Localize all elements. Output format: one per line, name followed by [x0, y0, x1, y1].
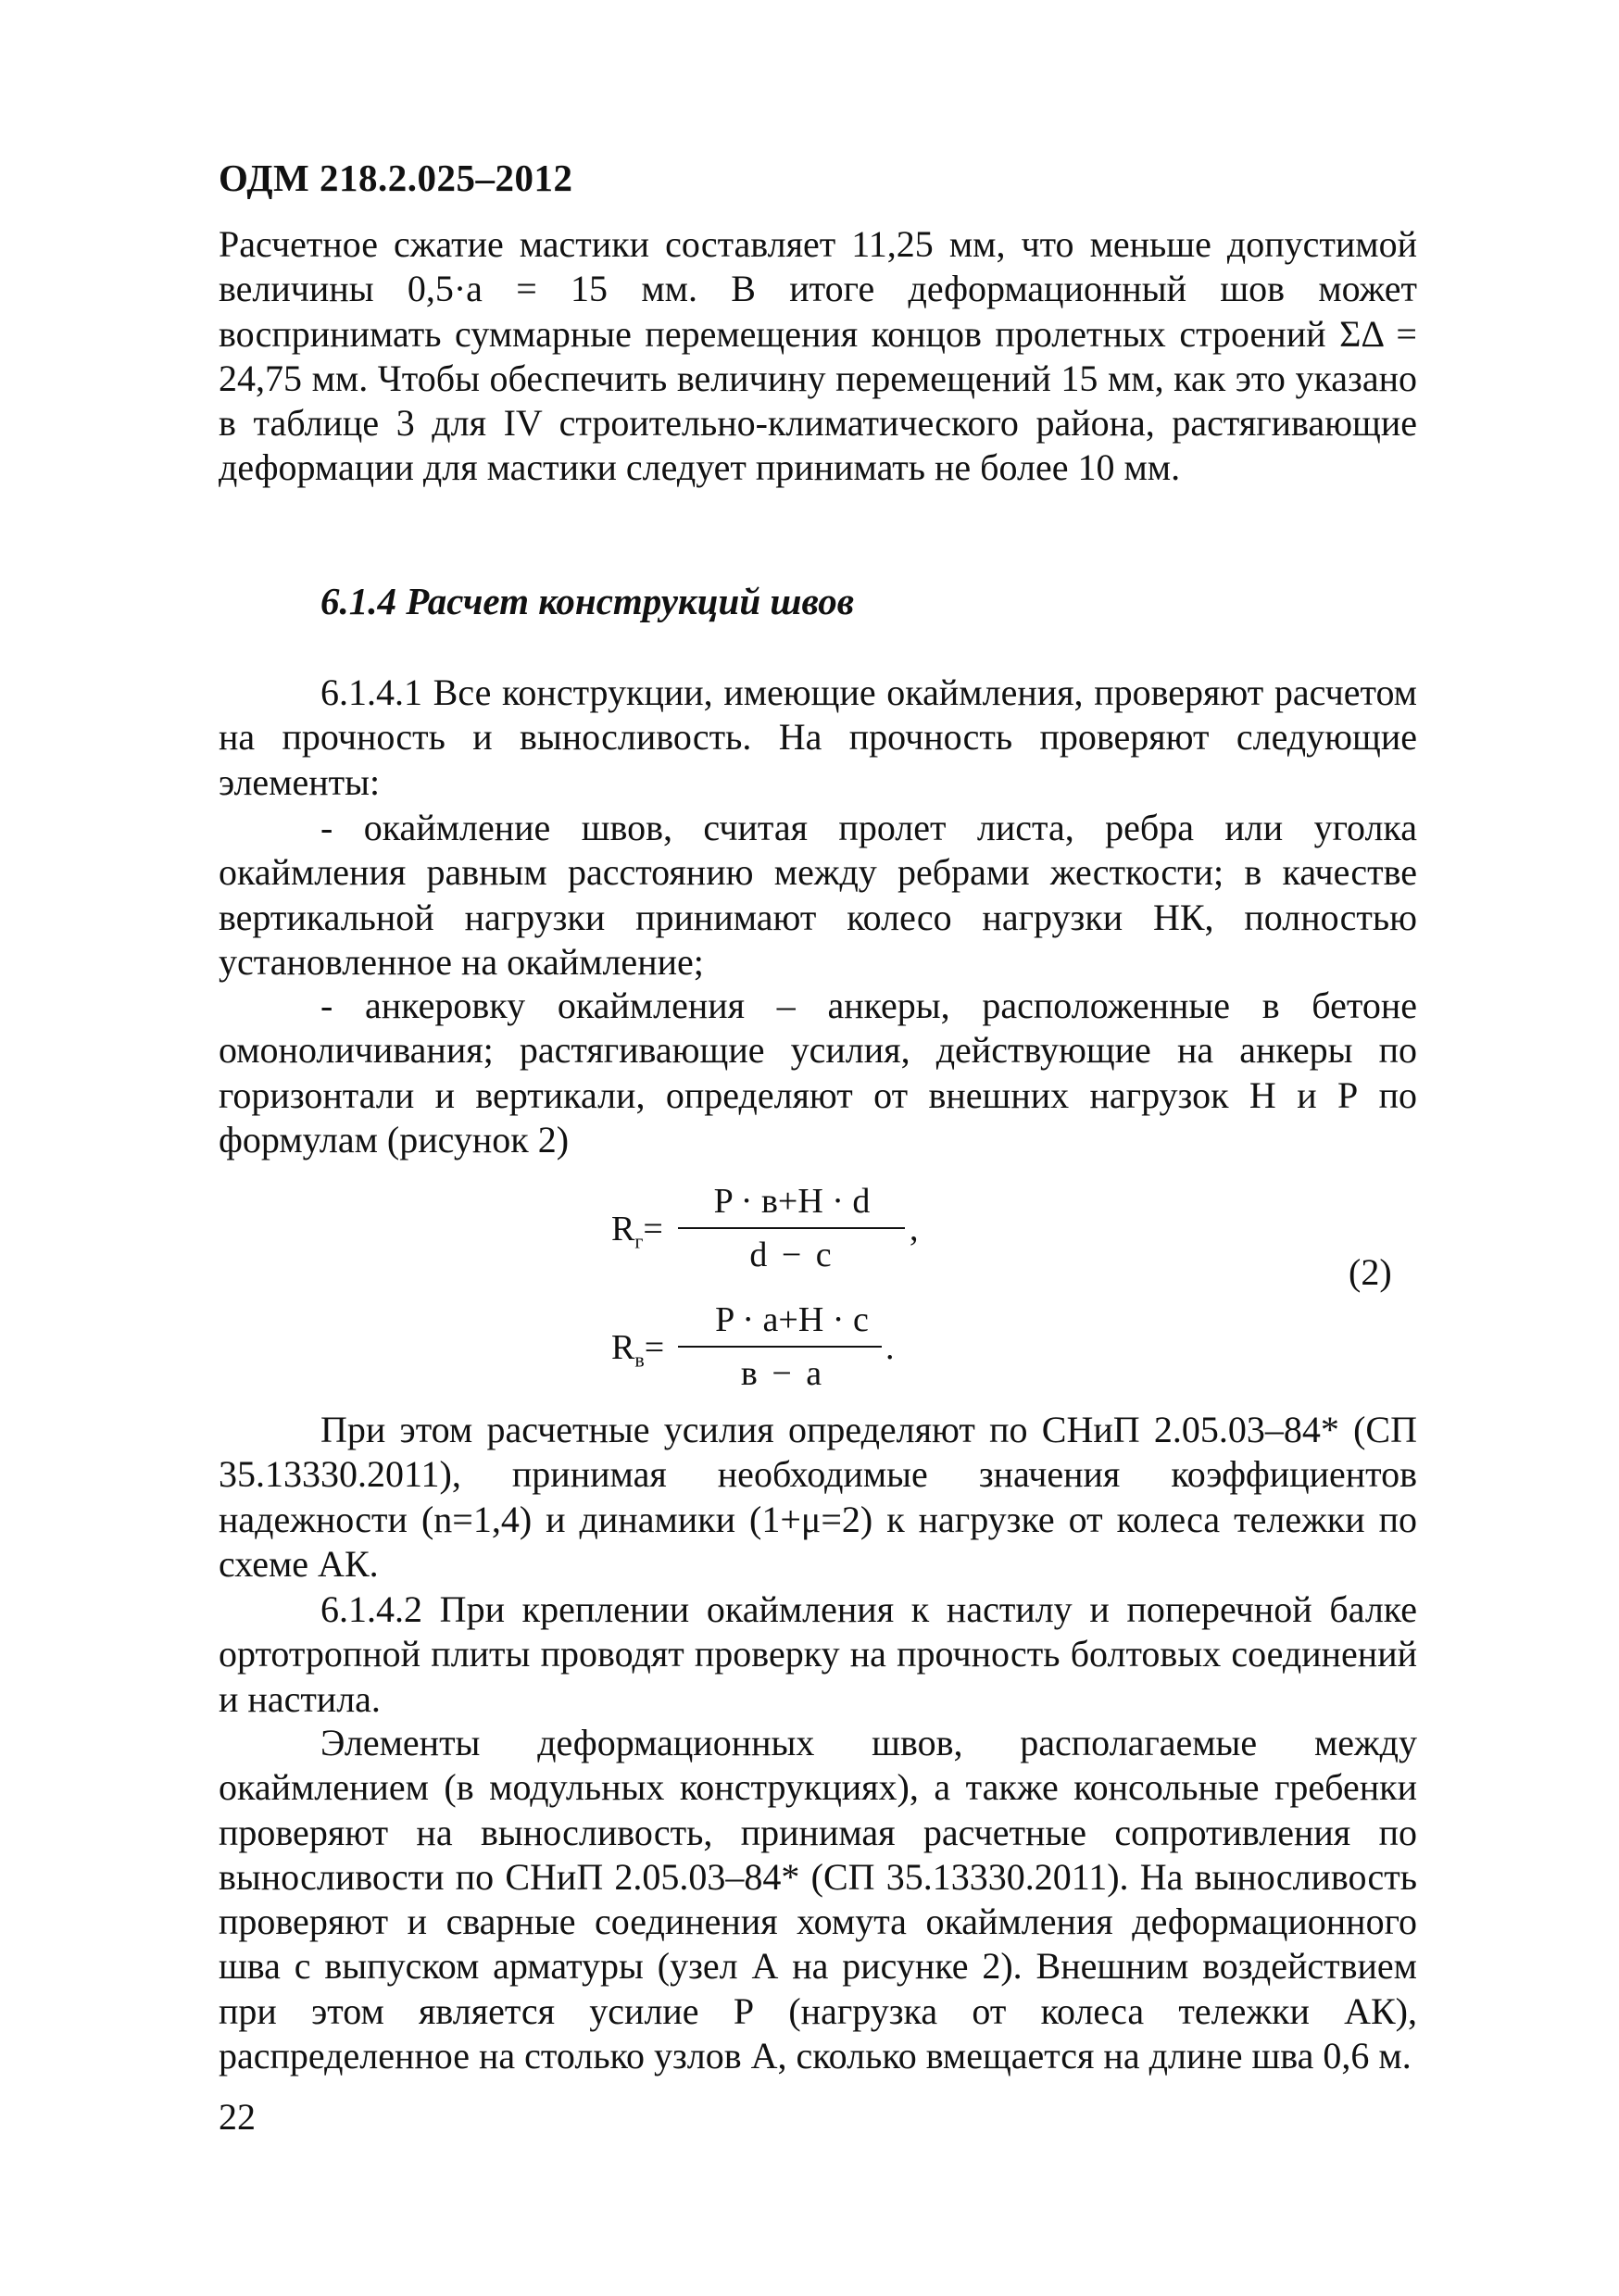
formula-rv-fraction-bar — [678, 1346, 882, 1348]
paragraph-6-1-4-1: 6.1.4.1 Все конструкции, имеющие окаймления, проверяют расчетом на прочность и выносливость. На прочность проверяют следующие элементы: — [219, 671, 1417, 803]
paragraph-6-1-4-2: 6.1.4.2 При креплении окаймления к настилу и поперечной балке ортотропной плиты проводят проверку на прочность болтовых соединений и настила. — [219, 1588, 1417, 1720]
formula-rv-numerator: P · a+H · c — [715, 1300, 869, 1339]
formula-rv-equals: = — [644, 1328, 665, 1367]
list-item-edging: - окаймление швов, считая пролет листа, ребра или уголка окаймления равным расстоянию между ребрами жесткости; в качестве вертикальной нагрузки принимают колесо нагрузки НК, полностью установленное на окаймление; — [219, 807, 1417, 983]
section-title: 6.1.4 Расчет конструкций швов — [320, 580, 855, 622]
formula-rv — [611, 1299, 1000, 1401]
formula-block — [611, 1181, 1130, 1394]
formula-rg-numerator: P · в+H · d — [713, 1182, 871, 1221]
paragraph-fatigue-check: Элементы деформационных швов, располагаемые между окаймлением (в модульных конструкциях), а также консольные гребенки проверяют на выносливость, принимая расчетные сопротивления по выносливости по СНиП 2.05.03–84* (СП 35.13330.2011). На выносливость проверяют и сварные соединения хомута окаймления деформационного шва с выпуском арматуры (узел А на рисунке 2). Внешним воздействием при этом является усилие Р (нагрузка от колеса тележки АК), распределенное на столько узлов А, сколько вмещается на длине шва 0,6 м. — [219, 1722, 1417, 2077]
formula-rv-period: . — [885, 1328, 895, 1367]
formula-rg-lhs — [611, 1209, 663, 1254]
formula-rg-subscript: г — [634, 1229, 644, 1253]
formula-rv-lhs — [611, 1327, 664, 1373]
paragraph-mastic-compression: Расчетное сжатие мастики составляет 11,25 мм, что меньше допустимой величины 0,5·а = 15 мм. В итоге деформационный шов может воспринимать суммарные перемещения концов пролетных строений ΣΔ = 24,75 мм. Чтобы обеспечить величину перемещений 15 мм, как это указано в таблице 3 для IV строительно-климатического района, растягивающие деформации для мастики следует принимать не более 10 мм. — [219, 223, 1417, 489]
document-code-header: ОДМ 218.2.025–2012 — [219, 157, 573, 199]
formula-rv-denominator: в − a — [740, 1354, 825, 1393]
list-item-anchoring: - анкеровку окаймления – анкеры, расположенные в бетоне омоноличивания; растягивающие усилия, действующие на анкеры по горизонтали и вертикали, определяют от внешних нагрузок Н и Р по формулам (рисунок 2) — [219, 985, 1417, 1161]
formula-rv-subscript: в — [634, 1348, 645, 1372]
equation-number: (2) — [1349, 1251, 1392, 1293]
formula-rg-comma: , — [910, 1210, 919, 1248]
formula-rg-fraction-bar — [678, 1227, 905, 1229]
paragraph-design-forces: При этом расчетные усилия определяют по СНиП 2.05.03–84* (СП 35.13330.2011), принимая необходимые значения коэффициентов надежности (n=1,4) и динамики (1+μ=2) к нагрузке от колеса тележки по схеме АК. — [219, 1409, 1417, 1585]
formula-rg-denominator: d − c — [749, 1236, 835, 1274]
formula-rg-symbol: R — [611, 1210, 635, 1248]
formula-rg-equals: = — [643, 1210, 663, 1248]
page-number: 22 — [219, 2096, 256, 2138]
formula-rg — [611, 1181, 1000, 1283]
formula-rv-symbol: R — [611, 1328, 635, 1367]
